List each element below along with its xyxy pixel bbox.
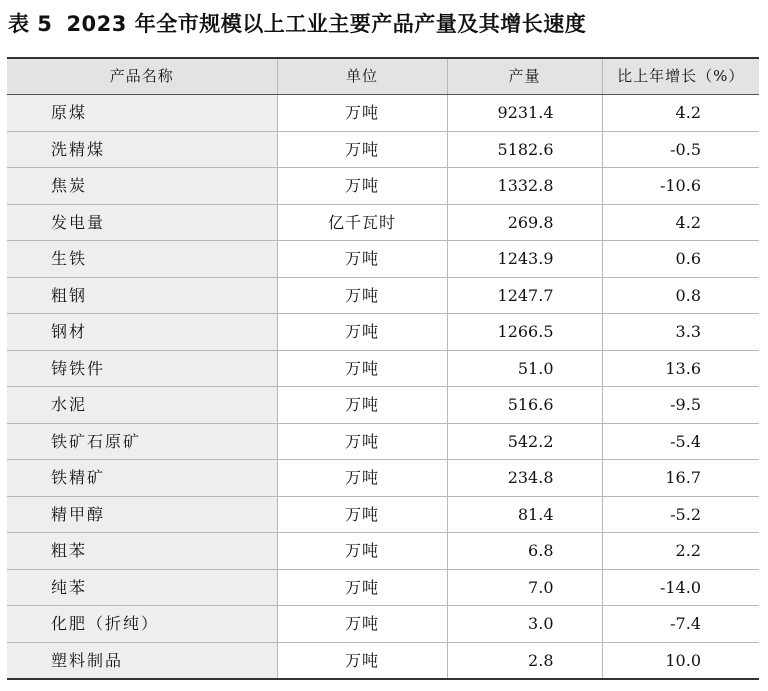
growth-cell: -7.4 — [602, 606, 759, 643]
product-name-cell: 洗精煤 — [7, 131, 277, 168]
product-name-cell: 发电量 — [7, 204, 277, 241]
unit-cell: 万吨 — [277, 496, 447, 533]
table-row — [7, 277, 759, 314]
output-cell: 1247.7 — [447, 277, 602, 314]
output-cell: 269.8 — [447, 204, 602, 241]
product-name-cell: 化肥（折纯） — [7, 606, 277, 643]
unit-cell: 万吨 — [277, 350, 447, 387]
growth-cell: 13.6 — [602, 350, 759, 387]
output-cell: 1243.9 — [447, 241, 602, 278]
output-cell: 5182.6 — [447, 131, 602, 168]
output-cell: 516.6 — [447, 387, 602, 424]
unit-cell: 万吨 — [277, 241, 447, 278]
table-row — [7, 131, 759, 168]
growth-cell: 16.7 — [602, 460, 759, 497]
unit-cell: 万吨 — [277, 95, 447, 132]
unit-cell: 亿千瓦时 — [277, 204, 447, 241]
header-product-name: 产品名称 — [7, 58, 277, 95]
output-cell: 1332.8 — [447, 168, 602, 205]
unit-cell: 万吨 — [277, 606, 447, 643]
product-name-cell: 铁矿石原矿 — [7, 423, 277, 460]
output-cell: 1266.5 — [447, 314, 602, 351]
product-name-cell: 水泥 — [7, 387, 277, 424]
table-row — [7, 168, 759, 205]
output-cell: 542.2 — [447, 423, 602, 460]
output-cell: 81.4 — [447, 496, 602, 533]
table-row — [7, 460, 759, 497]
table-row — [7, 350, 759, 387]
growth-cell: -5.4 — [602, 423, 759, 460]
output-cell: 2.8 — [447, 642, 602, 679]
table-header — [7, 58, 759, 95]
table-row — [7, 642, 759, 679]
growth-cell: 4.2 — [602, 95, 759, 132]
table-row — [7, 241, 759, 278]
table-row — [7, 496, 759, 533]
product-name-cell: 精甲醇 — [7, 496, 277, 533]
output-cell: 6.8 — [447, 533, 602, 570]
output-cell: 7.0 — [447, 569, 602, 606]
product-name-cell: 焦炭 — [7, 168, 277, 205]
header-unit: 单位 — [277, 58, 447, 95]
output-cell: 234.8 — [447, 460, 602, 497]
unit-cell: 万吨 — [277, 314, 447, 351]
product-name-cell: 原煤 — [7, 95, 277, 132]
unit-cell: 万吨 — [277, 277, 447, 314]
product-name-cell: 生铁 — [7, 241, 277, 278]
header-output: 产量 — [447, 58, 602, 95]
output-cell: 9231.4 — [447, 95, 602, 132]
unit-cell: 万吨 — [277, 533, 447, 570]
growth-cell: -14.0 — [602, 569, 759, 606]
growth-cell: 3.3 — [602, 314, 759, 351]
product-name-cell: 纯苯 — [7, 569, 277, 606]
table-row — [7, 606, 759, 643]
product-name-cell: 钢材 — [7, 314, 277, 351]
unit-cell: 万吨 — [277, 423, 447, 460]
table-title — [8, 6, 586, 42]
table-row — [7, 95, 759, 132]
output-cell: 51.0 — [447, 350, 602, 387]
growth-cell: -10.6 — [602, 168, 759, 205]
unit-cell: 万吨 — [277, 387, 447, 424]
product-name-cell: 铁精矿 — [7, 460, 277, 497]
output-cell: 3.0 — [447, 606, 602, 643]
product-name-cell: 粗钢 — [7, 277, 277, 314]
growth-cell: -5.2 — [602, 496, 759, 533]
product-name-cell: 粗苯 — [7, 533, 277, 570]
table-row — [7, 533, 759, 570]
header-growth: 比上年增长（%） — [602, 58, 759, 95]
product-output-table — [7, 57, 759, 680]
product-name-cell: 塑料制品 — [7, 642, 277, 679]
growth-cell: 2.2 — [602, 533, 759, 570]
unit-cell: 万吨 — [277, 131, 447, 168]
table-row — [7, 423, 759, 460]
growth-cell: 0.6 — [602, 241, 759, 278]
table-row — [7, 204, 759, 241]
growth-cell: 10.0 — [602, 642, 759, 679]
table-row — [7, 569, 759, 606]
unit-cell: 万吨 — [277, 460, 447, 497]
growth-cell: 4.2 — [602, 204, 759, 241]
growth-cell: -9.5 — [602, 387, 759, 424]
unit-cell: 万吨 — [277, 642, 447, 679]
table-row — [7, 314, 759, 351]
unit-cell: 万吨 — [277, 569, 447, 606]
unit-cell: 万吨 — [277, 168, 447, 205]
table-number: 表 5 — [8, 12, 53, 36]
table-row — [7, 387, 759, 424]
table-title-text: 2023 年全市规模以上工业主要产品产量及其增长速度 — [66, 12, 587, 36]
growth-cell: -0.5 — [602, 131, 759, 168]
growth-cell: 0.8 — [602, 277, 759, 314]
product-name-cell: 铸铁件 — [7, 350, 277, 387]
table-body — [7, 95, 759, 680]
header-row — [7, 58, 759, 95]
